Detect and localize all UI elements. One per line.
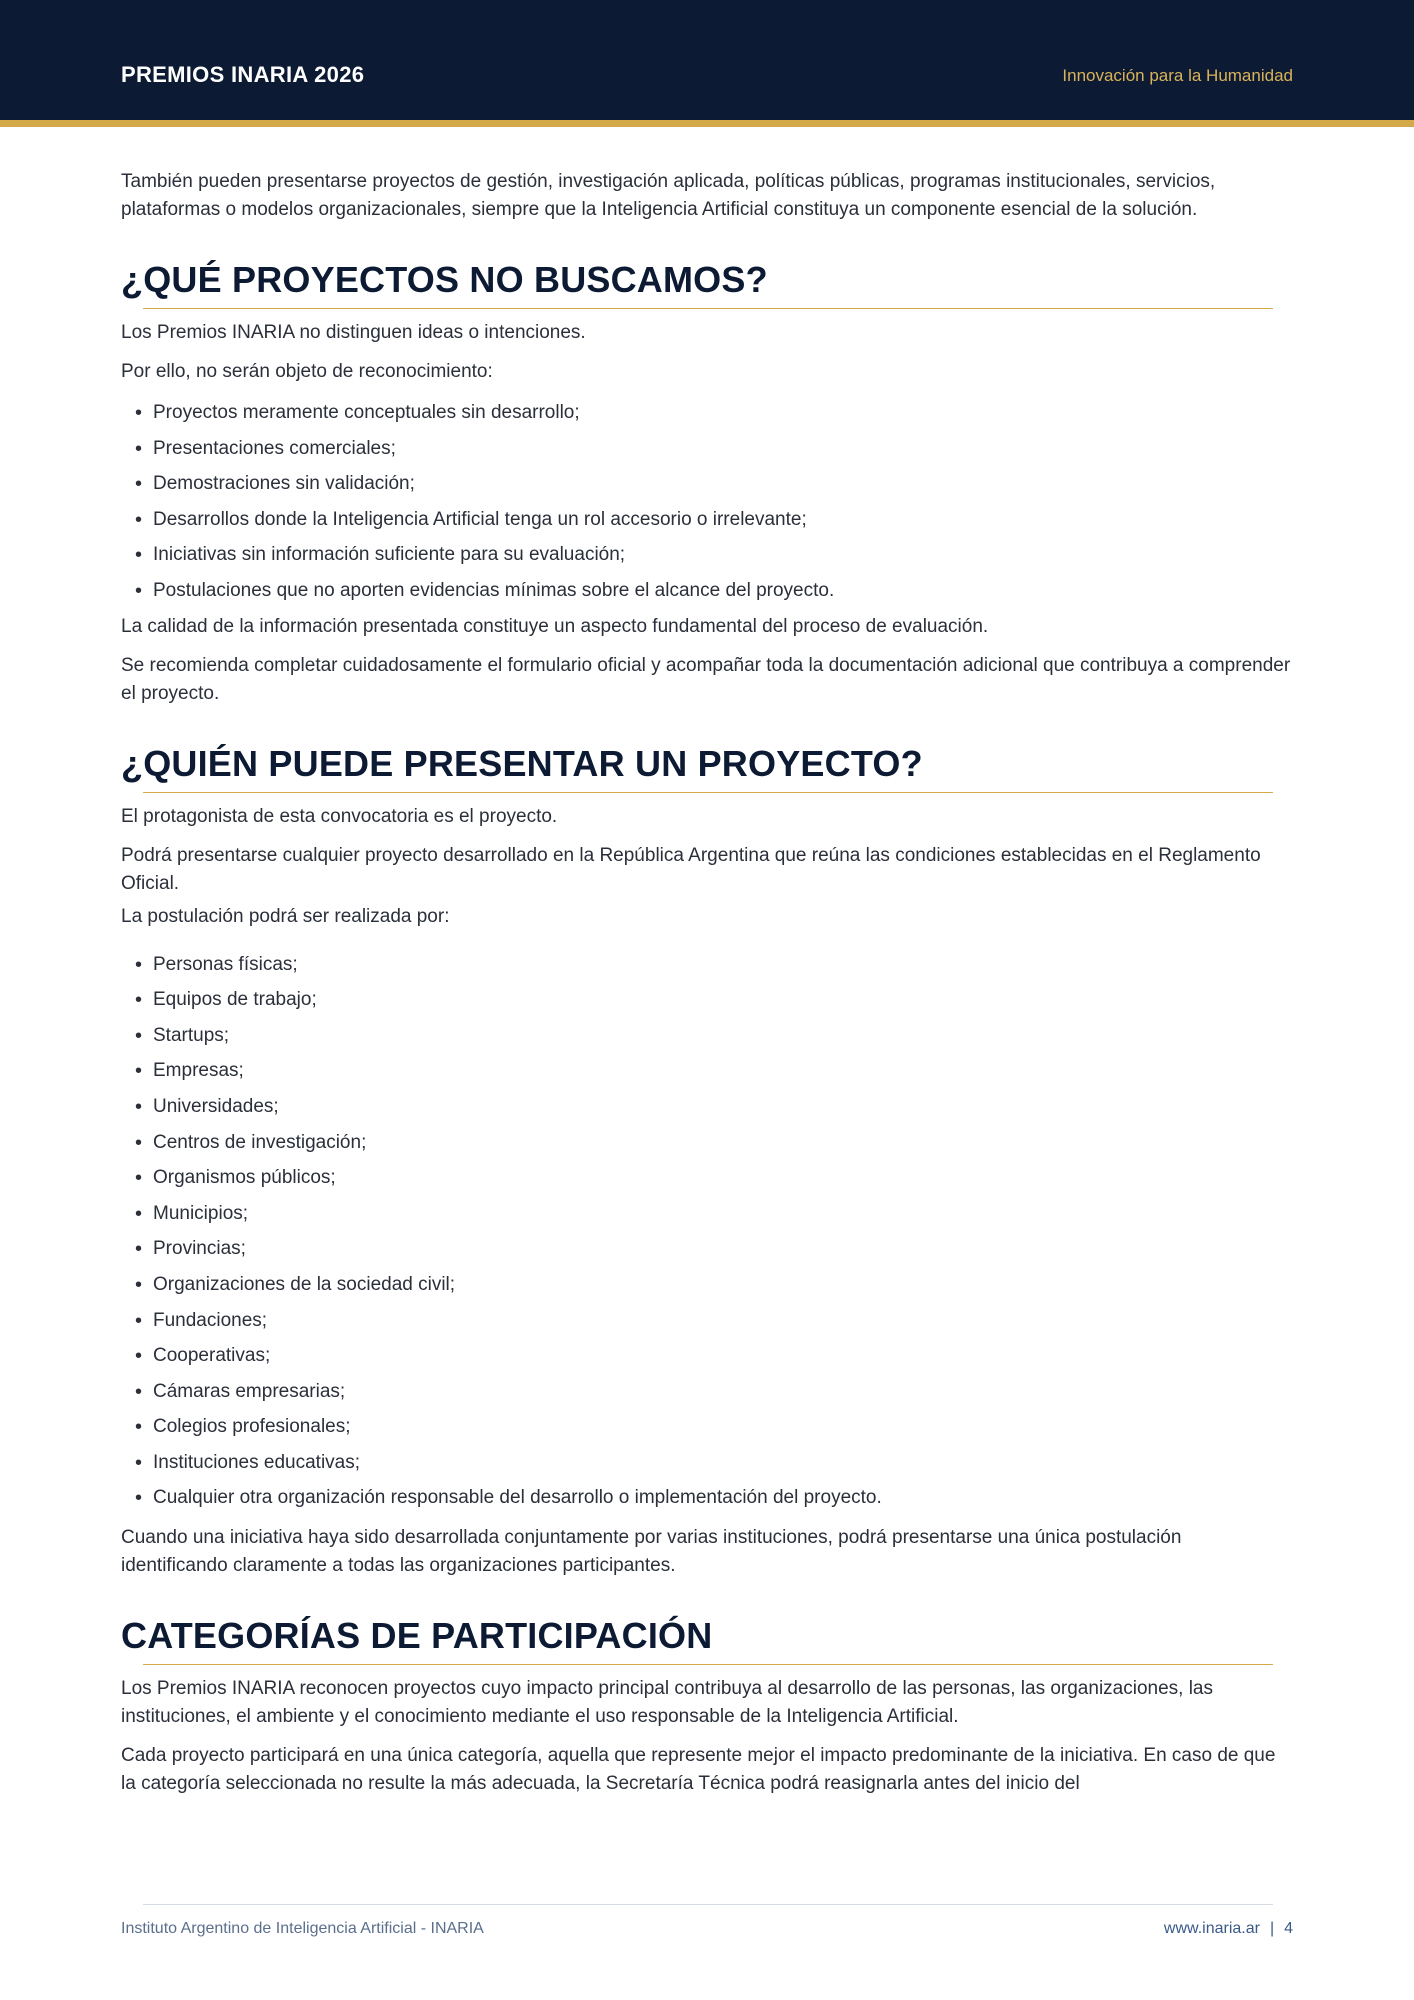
list-item: • Instituciones educativas; (121, 1449, 1293, 1477)
header-title: PREMIOS INARIA 2026 (121, 62, 365, 87)
paragraph: Cuando una iniciativa haya sido desarrollada conjuntamente por varias instituciones, podrá presentarse una única postulación identificando claramente a todas las organizaciones participantes. (121, 1527, 1182, 1577)
list-item: • Provincias; (121, 1235, 1293, 1263)
excluded-projects-list (121, 399, 1293, 605)
list-item: • Colegios profesionales; (121, 1413, 1293, 1441)
list-item: • Empresas; (121, 1057, 1293, 1085)
paragraph: Cada proyecto participará en una única categoría, aquella que represente mejor el impacto predominante de la iniciativa. En caso de que la categoría seleccionada no resulte la más adecuada, la Secretaría Técnica podrá reasignarla antes del inicio del (121, 1745, 1276, 1795)
list-item: • Organizaciones de la sociedad civil; (121, 1271, 1293, 1299)
paragraph: La calidad de la información presentada constituye un aspecto fundamental del proceso de evaluación. (121, 615, 989, 637)
list-item: • Demostraciones sin validación; (121, 470, 1293, 498)
section-heading-quien-puede: ¿QUIÉN PUEDE PRESENTAR UN PROYECTO? (121, 742, 923, 784)
list-item: • Centros de investigación; (121, 1129, 1293, 1157)
footer-website-link[interactable]: www.inaria.ar (1163, 1920, 1260, 1937)
list-item: • Cámaras empresarias; (121, 1378, 1293, 1406)
section-heading-no-buscamos: ¿QUÉ PROYECTOS NO BUSCAMOS? (121, 259, 768, 300)
footer-organization: Instituto Argentino de Inteligencia Artificial - INARIA (121, 1920, 484, 1937)
paragraph: El protagonista de esta convocatoria es el proyecto. (121, 805, 558, 827)
paragraph: Los Premios INARIA no distinguen ideas o intenciones. (121, 322, 586, 343)
paragraph: Los Premios INARIA reconocen proyectos cuyo impacto principal contribuya al desarrollo de las personas, las organizaciones, las instituciones, el ambiente y el conocimiento mediante el uso responsable de la Inteligencia Artificial. (121, 1678, 1213, 1728)
list-item: • Desarrollos donde la Inteligencia Artificial tenga un rol accesorio o irrelevante; (121, 506, 1293, 534)
footer-divider (143, 1904, 1273, 1905)
eligible-applicants-list (121, 951, 1293, 1513)
list-item: • Startups; (121, 1022, 1293, 1050)
page-number: 4 (1284, 1920, 1293, 1937)
footer-right (1164, 1920, 1293, 1938)
list-item: • Equipos de trabajo; (121, 986, 1293, 1014)
list-item: • Proyectos meramente conceptuales sin desarrollo; (121, 399, 1293, 427)
list-item: • Iniciativas sin información suficiente para su evaluación; (121, 541, 1293, 569)
list-item: • Cualquier otra organización responsable del desarrollo o implementación del proyecto. (121, 1484, 1293, 1512)
footer-separator: | (1269, 1920, 1275, 1937)
list-item: • Organismos públicos; (121, 1164, 1293, 1192)
section-divider (143, 308, 1273, 309)
list-item: • Cooperativas; (121, 1342, 1293, 1370)
list-item: • Universidades; (121, 1093, 1293, 1121)
section-divider (143, 1664, 1273, 1665)
paragraph: Podrá presentarse cualquier proyecto desarrollado en la República Argentina que reúna las condiciones establecidas en el Reglamento Oficial. (121, 844, 1261, 894)
list-item: • Municipios; (121, 1200, 1293, 1228)
paragraph: Se recomienda completar cuidadosamente el formulario oficial y acompañar toda la documentación adicional que contribuya a comprender el proyecto. (121, 654, 1291, 704)
page-header (0, 0, 1414, 127)
header-tagline: Innovación para la Humanidad (1062, 66, 1293, 85)
list-item: • Personas físicas; (121, 951, 1293, 979)
section-divider (143, 792, 1273, 793)
list-item: • Fundaciones; (121, 1307, 1293, 1335)
paragraph: La postulación podrá ser realizada por: (121, 905, 450, 927)
page-content (121, 168, 1293, 1798)
list-item: • Postulaciones que no aporten evidencias mínimas sobre el alcance del proyecto. (121, 577, 1293, 605)
list-item: • Presentaciones comerciales; (121, 435, 1293, 463)
intro-paragraph: También pueden presentarse proyectos de gestión, investigación aplicada, políticas públicas, programas institucionales, servicios, plataformas o modelos organizacionales, siempre que la Inteligencia Artificial constituya un componente esencial de la solución. (121, 171, 1216, 220)
paragraph: Por ello, no serán objeto de reconocimiento: (121, 361, 493, 382)
section-heading-categorias: CATEGORÍAS DE PARTICIPACIÓN (121, 1615, 713, 1657)
